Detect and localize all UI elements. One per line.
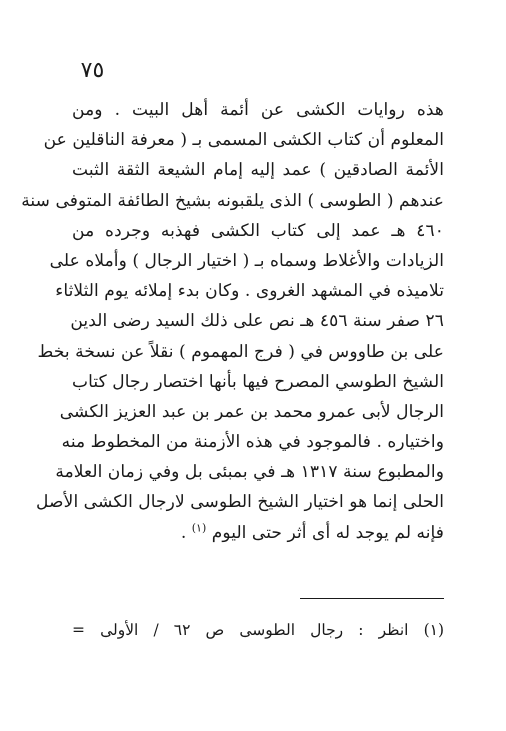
text-line: هذه روايات الكشى عن أئمة أهل البيت . ومن: [72, 100, 444, 120]
text-line: ٤٦٠ هـ عمد إلى كتاب الكشى فهذبه وجرده من: [72, 220, 444, 241]
text-line-last: [72, 518, 444, 548]
footnote-separator: [300, 598, 444, 599]
text-line: الحلى إنما هو اختيار الشيخ الطوسى لارجال الكشى الأصل: [36, 492, 444, 513]
text-line: تلاميذه في المشهد الغروى . وكان بدء إملائه يوم الثلاثاء: [55, 281, 444, 302]
text-line: الزيادات والأغلاط وسماه بـ ( اختيار الرجال ) وأملاه على: [49, 250, 444, 271]
footnote-reference: (١): [191, 520, 207, 534]
text-line: على بن طاووس في ( فرج المهموم ) نقلاً عن نسخة بخط: [37, 341, 444, 362]
text-line: واختياره . فالموجود في هذه الأزمنة من المخطوط منه: [61, 432, 444, 453]
text-line: المعلوم أن كتاب الكشى المسمى بـ ( معرفة الناقلين عن: [43, 130, 444, 151]
page-number: ٧٥: [80, 58, 105, 83]
text-line: الرجال لأبى عمرو محمد بن عمر بن عبد العزيز الكشى: [59, 401, 444, 422]
text-line: الشيخ الطوسي المصرح فيها بأنها اختصار رجال كتاب: [71, 371, 444, 392]
last-line-end: .: [180, 522, 192, 543]
body-text: [21, 95, 444, 548]
text-line: والمطبوع سنة ١٣١٧ هـ في بمبئى بل وفي زمان العلامة: [55, 462, 444, 483]
text-line: ٢٦ صفر سنة ٤٥٦ هـ نص على ذلك السيد رضى الدين: [70, 311, 444, 332]
last-line-text: فإنه لم يوجد له أى أثر حتى اليوم: [211, 522, 444, 543]
footnote: (١) انظر : رجال الطوسى ص ٦٢ / الأولى =: [72, 621, 445, 639]
text-line: الأئمة الصادقين ) عمد إليه إمام الشيعة الثقة الثبت: [72, 160, 444, 181]
text-line: عندهم ( الطوسى ) الذى يلقبونه بشيخ الطائفة المتوفى سنة: [21, 190, 444, 211]
